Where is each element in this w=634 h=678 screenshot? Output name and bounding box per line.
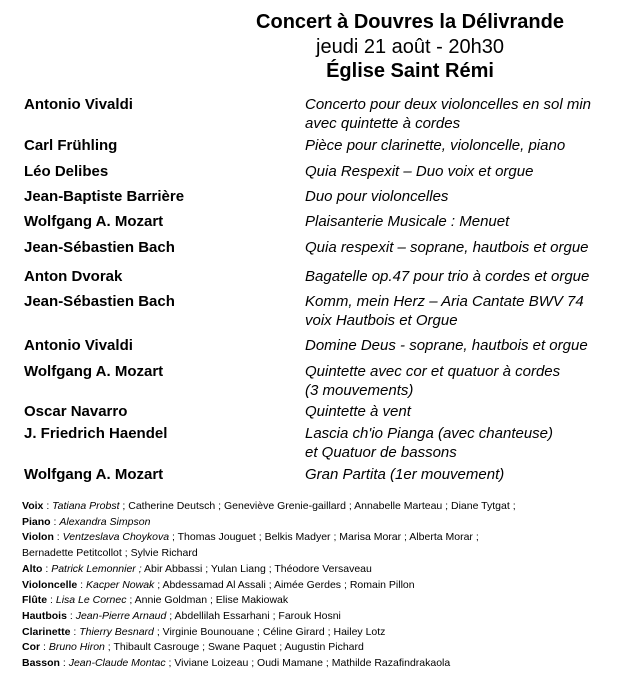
- section-members-continued: Bernadette Petitcollot ; Sylvie Richard: [22, 547, 198, 560]
- section-lead: Alexandra Simpson: [59, 515, 151, 528]
- program-work-line: Quia respexit – soprane, hautbois et orgue: [305, 239, 589, 256]
- program-composer: Anton Dvorak: [24, 268, 123, 285]
- section-name: Basson: [22, 657, 60, 670]
- performer-section: Violoncelle : Kacper Nowak ; Abdessamad Al Assali ; Aimée Gerdes ; Romain Pillon: [22, 578, 415, 591]
- section-name: Violon: [22, 531, 54, 544]
- performer-section: Flûte : Lisa Le Cornec ; Annie Goldman ; Elise Makiowak: [22, 594, 289, 607]
- section-lead: Jean-Claude Montac: [68, 657, 166, 670]
- program-work: [305, 187, 448, 206]
- performer-section: Violon : Ventzeslava Choykova ; Thomas Jouguet ; Belkis Madyer ; Marisa Morar ; Alberta Morar ;: [22, 531, 479, 544]
- performer-section: Hautbois : Jean-Pierre Arnaud ; Abdellilah Essarhani ; Farouk Hosni: [22, 609, 341, 622]
- section-members: ; Virginie Bounouane ; Céline Girard ; Hailey Lotz: [153, 625, 386, 638]
- program-composer: Jean-Baptiste Barrière: [24, 188, 185, 205]
- program-composer: Léo Delibes: [24, 163, 109, 180]
- program-composer: Carl Frühling: [24, 137, 118, 154]
- program-work-line: avec quintette à cordes: [305, 115, 461, 132]
- section-lead: Patrick Lemonnier ;: [51, 562, 142, 575]
- section-name: Hautbois: [22, 609, 67, 622]
- section-name: Cor: [22, 641, 41, 654]
- section-lead: Jean-Pierre Arnaud: [75, 609, 167, 622]
- section-members: ; Abdellilah Essarhani ; Farouk Hosni: [166, 609, 341, 622]
- program-work-line: Quia Respexit – Duo voix et orgue: [305, 163, 534, 180]
- program-work-line: Pièce pour clarinette, violoncelle, piano: [305, 137, 566, 154]
- program-work-line: Duo pour violoncelles: [305, 188, 449, 205]
- program-composer: Jean-Sébastien Bach: [24, 239, 175, 256]
- performers-list: [22, 499, 622, 672]
- program-work-line: Gran Partita (1er mouvement): [305, 466, 505, 483]
- performer-section: Cor : Bruno Hiron ; Thibault Casrouge ; Swane Paquet ; Augustin Pichard: [22, 641, 364, 654]
- section-lead: Kacper Nowak: [86, 578, 155, 591]
- program-work-line: Plaisanterie Musicale : Menuet: [305, 213, 510, 230]
- program-work: [305, 212, 509, 231]
- program-work: [305, 95, 591, 133]
- program-work: [305, 336, 588, 355]
- concert-venue: Église Saint Rémi: [326, 60, 494, 82]
- program-work: [305, 465, 504, 484]
- program-work-line: Quintette à vent: [305, 403, 411, 420]
- section-name: Voix: [22, 500, 44, 512]
- program-work: [305, 292, 584, 330]
- program-work: [305, 267, 589, 286]
- performer-section: Voix : Tatiana Probst ; Catherine Deutsch ; Geneviève Grenie-gaillard ; Annabelle Marteau ; Diane Tytgat ;: [22, 500, 516, 512]
- program-composer: Wolfgang A. Mozart: [24, 213, 164, 230]
- program-composer: Wolfgang A. Mozart: [24, 466, 164, 483]
- program-work: [305, 162, 533, 181]
- section-name: Flûte: [22, 594, 48, 607]
- program-work-line: Lascia ch'io Pianga (avec chanteuse): [305, 425, 554, 442]
- section-name: Violoncelle: [22, 578, 78, 591]
- performer-section: Basson : Jean-Claude Montac ; Viviane Loizeau ; Oudi Mamane ; Mathilde Razafindrakaola: [22, 657, 451, 670]
- program-work: [305, 362, 560, 400]
- section-members: ; Catherine Deutsch ; Geneviève Grenie-gaillard ; Annabelle Marteau ; Diane Tytgat ;: [119, 500, 516, 512]
- section-members: Abir Abbassi ; Yulan Liang ; Théodore Versaveau: [141, 562, 372, 575]
- section-name: Piano: [22, 515, 51, 528]
- program-composer: J. Friedrich Haendel: [24, 425, 168, 442]
- concert-title: Concert à Douvres la Délivrande: [256, 11, 564, 33]
- program-composer: Oscar Navarro: [24, 403, 128, 420]
- program-work-line: Komm, mein Herz – Aria Cantate BWV 74: [305, 293, 584, 310]
- program-composer: Jean-Sébastien Bach: [24, 293, 175, 310]
- program-work-line: Quintette avec cor et quatuor à cordes: [305, 363, 561, 380]
- section-lead: Thierry Besnard: [79, 625, 154, 638]
- concert-date: jeudi 21 août - 20h30: [316, 36, 504, 58]
- program-work-line: Bagatelle op.47 pour trio à cordes et orgue: [305, 268, 590, 285]
- section-lead: Tatiana Probst: [52, 500, 120, 512]
- program-work: [305, 402, 411, 421]
- program-work: [305, 136, 565, 155]
- section-members: ; Annie Goldman ; Elise Makiowak: [126, 594, 289, 607]
- program-work-line: Domine Deus - soprane, hautbois et orgue: [305, 337, 588, 354]
- section-members: ; Viviane Loizeau ; Oudi Mamane ; Mathilde Razafindrakaola: [165, 657, 451, 670]
- performer-section: Piano : Alexandra Simpson: [22, 515, 151, 528]
- program-work: [305, 424, 553, 462]
- section-name: Alto: [22, 562, 43, 575]
- program-work-line: voix Hautbois et Orgue: [305, 312, 458, 329]
- performer-section: Clarinette : Thierry Besnard ; Virginie Bounouane ; Céline Girard ; Hailey Lotz: [22, 625, 386, 638]
- program-work-line: et Quatuor de bassons: [305, 444, 457, 461]
- performer-section: Alto : Patrick Lemonnier ; Abir Abbassi ; Yulan Liang ; Théodore Versaveau: [22, 562, 372, 575]
- section-lead: Lisa Le Cornec: [55, 594, 127, 607]
- program-work-line: Concerto pour deux violoncelles en sol min: [305, 96, 591, 113]
- program-work-line: (3 mouvements): [305, 382, 414, 399]
- section-lead: Bruno Hiron: [48, 641, 105, 654]
- section-lead: Ventzeslava Choykova: [62, 531, 170, 544]
- program-composer: Antonio Vivaldi: [24, 96, 133, 113]
- section-name: Clarinette: [22, 625, 71, 638]
- section-members: ; Abdessamad Al Assali ; Aimée Gerdes ; Romain Pillon: [154, 578, 415, 591]
- section-members: ; Thomas Jouguet ; Belkis Madyer ; Marisa Morar ; Alberta Morar ;: [169, 531, 479, 544]
- program-work: [305, 238, 589, 257]
- section-members: ; Thibault Casrouge ; Swane Paquet ; Augustin Pichard: [104, 641, 364, 654]
- program-composer: Wolfgang A. Mozart: [24, 363, 164, 380]
- program-composer: Antonio Vivaldi: [24, 337, 133, 354]
